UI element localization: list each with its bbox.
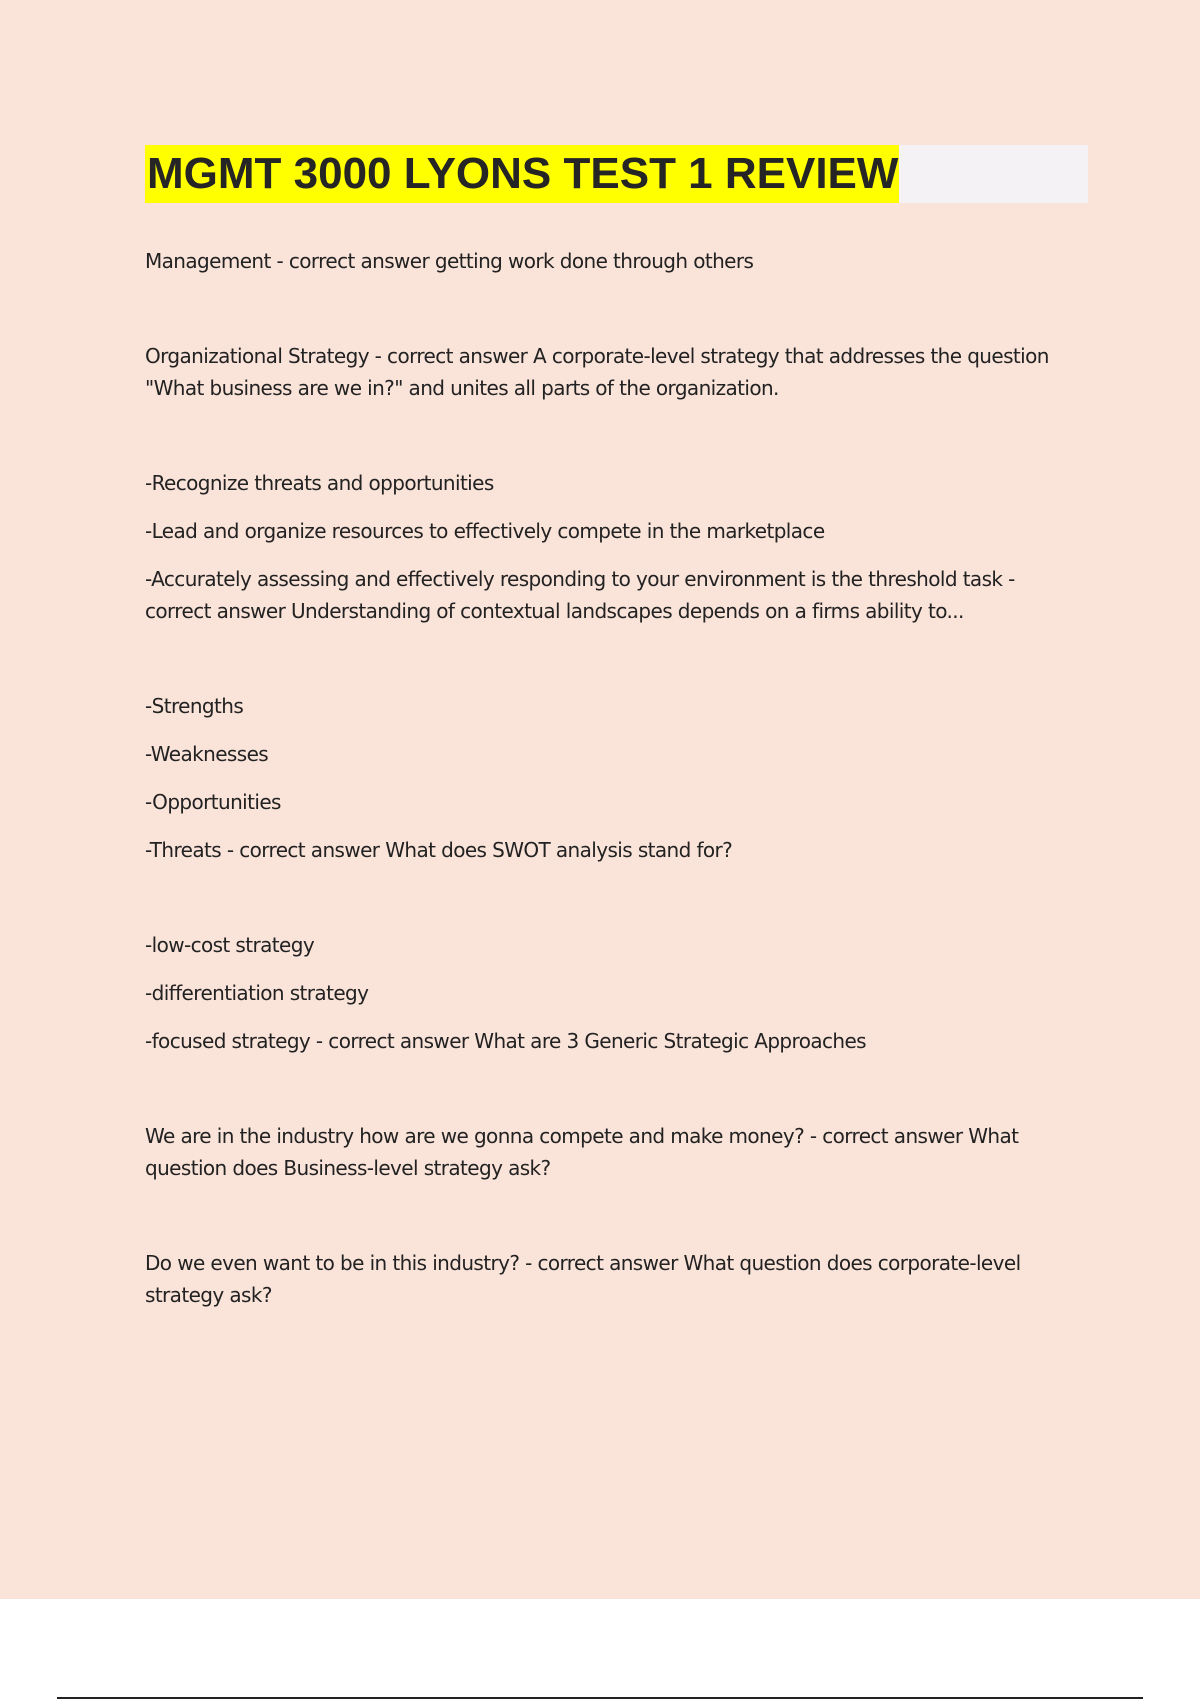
spacer: [145, 722, 1085, 738]
list-item: -Recognize threats and opportunities: [145, 471, 494, 495]
spacer: [145, 404, 1085, 467]
list-item: -Strengths: [145, 694, 244, 718]
spacer: [145, 818, 1085, 834]
list-item: -Lead and organize resources to effectively compete in the marketplace: [145, 519, 825, 543]
spacer: [145, 1184, 1085, 1247]
list-item: -low-cost strategy: [145, 933, 315, 957]
list-item: -Opportunities: [145, 790, 281, 814]
list-item: -Accurately assessing and effectively responding to your environment is the threshold task - correct answer Understanding of contextual landscapes depends on a firms ability to...: [145, 567, 1015, 623]
list-item: -Threats - correct answer What does SWOT analysis stand for?: [145, 838, 733, 862]
spacer: [145, 499, 1085, 515]
spacer: [145, 1009, 1085, 1025]
spacer: [145, 1057, 1085, 1120]
spacer: [145, 770, 1085, 786]
spacer: [145, 961, 1085, 977]
paragraph-corporate-level: Do we even want to be in this industry? - correct answer What question does corporate-level strategy ask?: [145, 1251, 1021, 1307]
list-item: -Weaknesses: [145, 742, 269, 766]
spacer: [145, 547, 1085, 563]
list-item: -differentiation strategy: [145, 981, 369, 1005]
spacer: [145, 277, 1085, 340]
document-body: [145, 245, 1085, 1311]
spacer: [145, 627, 1085, 690]
list-item: -focused strategy - correct answer What are 3 Generic Strategic Approaches: [145, 1029, 866, 1053]
document-title: MGMT 3000 LYONS TEST 1 REVIEW: [145, 145, 899, 203]
spacer: [145, 866, 1085, 929]
footer-divider: [57, 1697, 1143, 1699]
paragraph-management: Management - correct answer getting work done through others: [145, 249, 754, 273]
paragraph-organizational-strategy: Organizational Strategy - correct answer A corporate-level strategy that addresses the question "What business are we in?" and unites all parts of the organization.: [145, 344, 1049, 400]
paragraph-business-level: We are in the industry how are we gonna compete and make money? - correct answer What question does Business-level strategy ask?: [145, 1124, 1019, 1180]
